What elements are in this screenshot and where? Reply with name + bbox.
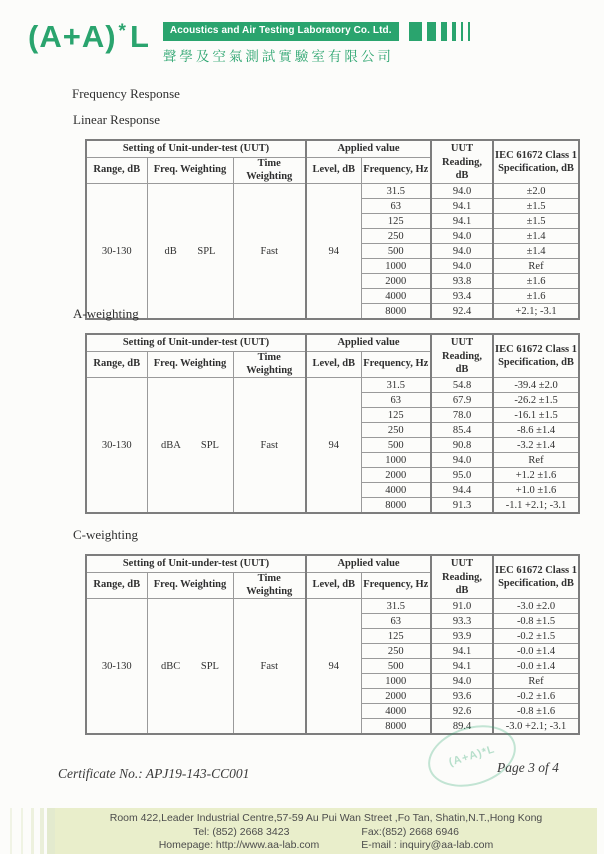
uut-reading-value: 94.1 bbox=[431, 644, 493, 659]
spec-value: -3.0 +2.1; -3.1 bbox=[493, 719, 579, 735]
uut-reading-value: 67.9 bbox=[431, 393, 493, 408]
measurement-table bbox=[85, 139, 580, 320]
header bbox=[28, 21, 470, 65]
applied-level: 94 bbox=[306, 599, 361, 735]
uut-reading-value: 94.0 bbox=[431, 259, 493, 274]
spec-value: -0.8 ±1.5 bbox=[493, 614, 579, 629]
header-line: IEC 61672 Class 1 bbox=[495, 343, 577, 355]
spec-value: ±1.6 bbox=[493, 274, 579, 289]
logo-l: L bbox=[129, 19, 150, 54]
uut-reading-value: 92.4 bbox=[431, 304, 493, 320]
applied-level: 94 bbox=[306, 378, 361, 514]
header-uut-reading bbox=[431, 140, 493, 184]
measurement-table bbox=[85, 333, 580, 514]
logo-paren: (A+A) bbox=[28, 19, 117, 54]
spec-value: +1.2 ±1.6 bbox=[493, 468, 579, 483]
uut-reading-value: 78.0 bbox=[431, 408, 493, 423]
uut-reading-value: 54.8 bbox=[431, 378, 493, 393]
footer-bar-decoration bbox=[31, 808, 34, 854]
uut-reading-value: 92.6 bbox=[431, 704, 493, 719]
spec-value: -26.2 ±1.5 bbox=[493, 393, 579, 408]
setting-freq-weighting: dBC SPL bbox=[147, 599, 233, 735]
applied-frequency-value: 1000 bbox=[361, 259, 431, 274]
footer-email: E-mail : inquiry@aa-lab.com bbox=[361, 839, 494, 851]
footer-bar-decoration bbox=[40, 808, 44, 854]
logo-bar bbox=[427, 22, 436, 41]
applied-frequency-value: 125 bbox=[361, 408, 431, 423]
header-freq-weighting: Freq. Weighting bbox=[147, 573, 233, 599]
spec-value: +2.1; -3.1 bbox=[493, 304, 579, 320]
applied-frequency-value: 8000 bbox=[361, 304, 431, 320]
applied-frequency-value: 1000 bbox=[361, 453, 431, 468]
uut-reading-value: 85.4 bbox=[431, 423, 493, 438]
footer-contact-band bbox=[55, 808, 597, 854]
header-iec-spec bbox=[493, 140, 579, 184]
setting-freq-weighting: dBA SPL bbox=[147, 378, 233, 514]
header-line: UUT Reading, bbox=[442, 143, 482, 168]
footer-homepage: Homepage: http://www.aa-lab.com bbox=[158, 839, 320, 851]
header-iec-spec bbox=[493, 555, 579, 599]
header-setting-group: Setting of Unit-under-test (UUT) bbox=[86, 140, 306, 158]
spec-value: Ref bbox=[493, 259, 579, 274]
spec-value: Ref bbox=[493, 453, 579, 468]
footer-bar-decoration bbox=[21, 808, 23, 854]
page-indicator: Page 3 of 4 bbox=[497, 760, 559, 775]
applied-frequency-value: 8000 bbox=[361, 498, 431, 514]
header-range: Range, dB bbox=[86, 573, 147, 599]
footer-tel: Tel: (852) 2668 3423 bbox=[193, 825, 290, 838]
uut-reading-value: 94.0 bbox=[431, 184, 493, 199]
laboratory-stamp: (A+A)*L bbox=[420, 715, 523, 797]
header-time-weighting: Time Weighting bbox=[233, 158, 306, 184]
uut-reading-value: 94.0 bbox=[431, 244, 493, 259]
spec-value: -1.1 +2.1; -3.1 bbox=[493, 498, 579, 514]
applied-frequency-value: 63 bbox=[361, 393, 431, 408]
spec-value: -0.0 ±1.4 bbox=[493, 644, 579, 659]
spec-value: -16.1 ±1.5 bbox=[493, 408, 579, 423]
header-frequency: Frequency, Hz bbox=[361, 158, 431, 184]
uut-reading-value: 94.0 bbox=[431, 229, 493, 244]
uut-reading-value: 93.3 bbox=[431, 614, 493, 629]
uut-reading-value: 94.1 bbox=[431, 199, 493, 214]
header-applied-group: Applied value bbox=[306, 555, 431, 573]
logo-bar bbox=[441, 22, 447, 41]
setting-time-weighting: Fast bbox=[233, 378, 306, 514]
page-title: Frequency Response bbox=[72, 86, 180, 101]
spec-value: ±2.0 bbox=[493, 184, 579, 199]
header-line: dB bbox=[455, 584, 469, 596]
section-label: Linear Response bbox=[73, 112, 161, 127]
header-line: Specification, dB bbox=[498, 357, 574, 369]
company-logo bbox=[28, 21, 150, 52]
applied-frequency-value: 31.5 bbox=[361, 378, 431, 393]
section-a-weighting bbox=[73, 306, 580, 514]
section-label: C-weighting bbox=[73, 527, 138, 542]
header-line: IEC 61672 Class 1 bbox=[495, 564, 577, 576]
applied-frequency-value: 125 bbox=[361, 629, 431, 644]
applied-frequency-value: 2000 bbox=[361, 274, 431, 289]
uut-reading-value: 93.8 bbox=[431, 274, 493, 289]
applied-frequency-value: 63 bbox=[361, 199, 431, 214]
header-line: UUT Reading, bbox=[442, 558, 482, 583]
logo-bars-decoration bbox=[404, 22, 470, 41]
banner-column bbox=[163, 22, 470, 65]
header-setting-group: Setting of Unit-under-test (UUT) bbox=[86, 334, 306, 352]
footer-fax: Fax:(852) 2668 6946 bbox=[361, 825, 459, 838]
header-line: UUT Reading, bbox=[442, 337, 482, 362]
header-setting-group: Setting of Unit-under-test (UUT) bbox=[86, 555, 306, 573]
uut-reading-value: 94.1 bbox=[431, 659, 493, 674]
spec-value: ±1.5 bbox=[493, 214, 579, 229]
spec-value: ±1.4 bbox=[493, 229, 579, 244]
spec-value: -3.2 ±1.4 bbox=[493, 438, 579, 453]
applied-frequency-value: 250 bbox=[361, 229, 431, 244]
uut-reading-value: 91.0 bbox=[431, 599, 493, 614]
header-frequency: Frequency, Hz bbox=[361, 573, 431, 599]
setting-range: 30-130 bbox=[86, 599, 147, 735]
spec-value: -0.8 ±1.6 bbox=[493, 704, 579, 719]
spec-value: -0.2 ±1.6 bbox=[493, 689, 579, 704]
header-line: IEC 61672 Class 1 bbox=[495, 149, 577, 161]
applied-frequency-value: 31.5 bbox=[361, 599, 431, 614]
applied-frequency-value: 250 bbox=[361, 423, 431, 438]
spec-value: -0.0 ±1.4 bbox=[493, 659, 579, 674]
applied-frequency-value: 1000 bbox=[361, 674, 431, 689]
header-level: Level, dB bbox=[306, 158, 361, 184]
uut-reading-value: 95.0 bbox=[431, 468, 493, 483]
spec-value: Ref bbox=[493, 674, 579, 689]
uut-reading-value: 91.3 bbox=[431, 498, 493, 514]
company-name-chinese: 聲學及空氣測試實驗室有限公司 bbox=[162, 49, 394, 64]
applied-frequency-value: 250 bbox=[361, 644, 431, 659]
spec-value: -39.4 ±2.0 bbox=[493, 378, 579, 393]
banner-row bbox=[163, 22, 470, 41]
header-level: Level, dB bbox=[306, 352, 361, 378]
header-range: Range, dB bbox=[86, 158, 147, 184]
logo-bar bbox=[461, 22, 463, 41]
applied-frequency-value: 500 bbox=[361, 659, 431, 674]
section-label: A-weighting bbox=[73, 306, 139, 321]
section-c-weighting bbox=[73, 527, 580, 735]
header-uut-reading bbox=[431, 334, 493, 378]
setting-time-weighting: Fast bbox=[233, 599, 306, 735]
applied-frequency-value: 31.5 bbox=[361, 184, 431, 199]
header-line: dB bbox=[455, 169, 469, 181]
header-freq-weighting: Freq. Weighting bbox=[147, 352, 233, 378]
uut-reading-value: 93.9 bbox=[431, 629, 493, 644]
uut-reading-value: 89.4 bbox=[431, 719, 493, 735]
spec-value: ±1.5 bbox=[493, 199, 579, 214]
applied-frequency-value: 63 bbox=[361, 614, 431, 629]
company-name-banner: Acoustics and Air Testing Laboratory Co. Ltd. bbox=[163, 22, 399, 41]
uut-reading-value: 93.6 bbox=[431, 689, 493, 704]
uut-reading-value: 94.4 bbox=[431, 483, 493, 498]
applied-frequency-value: 8000 bbox=[361, 719, 431, 735]
applied-frequency-value: 4000 bbox=[361, 704, 431, 719]
applied-frequency-value: 2000 bbox=[361, 689, 431, 704]
header-applied-group: Applied value bbox=[306, 334, 431, 352]
setting-range: 30-130 bbox=[86, 378, 147, 514]
header-level: Level, dB bbox=[306, 573, 361, 599]
header-iec-spec bbox=[493, 334, 579, 378]
applied-frequency-value: 2000 bbox=[361, 468, 431, 483]
uut-reading-value: 93.4 bbox=[431, 289, 493, 304]
header-range: Range, dB bbox=[86, 352, 147, 378]
section-linear-response bbox=[73, 112, 580, 320]
applied-frequency-value: 500 bbox=[361, 244, 431, 259]
applied-frequency-value: 125 bbox=[361, 214, 431, 229]
logo-bar bbox=[468, 22, 470, 41]
uut-reading-value: 94.0 bbox=[431, 674, 493, 689]
uut-reading-value: 90.8 bbox=[431, 438, 493, 453]
header-line: Specification, dB bbox=[498, 578, 574, 590]
spec-value: -0.2 ±1.5 bbox=[493, 629, 579, 644]
spec-value: -8.6 ±1.4 bbox=[493, 423, 579, 438]
header-uut-reading bbox=[431, 555, 493, 599]
applied-frequency-value: 500 bbox=[361, 438, 431, 453]
spec-value: ±1.4 bbox=[493, 244, 579, 259]
spec-value: ±1.6 bbox=[493, 289, 579, 304]
setting-freq-weighting: dB SPL bbox=[147, 184, 233, 320]
header-line: dB bbox=[455, 363, 469, 375]
setting-range: 30-130 bbox=[86, 184, 147, 320]
applied-level: 94 bbox=[306, 184, 361, 320]
logo-star: * bbox=[118, 21, 127, 42]
uut-reading-value: 94.1 bbox=[431, 214, 493, 229]
spec-value: -3.0 ±2.0 bbox=[493, 599, 579, 614]
header-time-weighting: Time Weighting bbox=[233, 352, 306, 378]
measurement-table bbox=[85, 554, 580, 735]
logo-bar bbox=[452, 22, 456, 41]
footer-bar-decoration bbox=[10, 808, 12, 854]
header-frequency: Frequency, Hz bbox=[361, 352, 431, 378]
uut-reading-value: 94.0 bbox=[431, 453, 493, 468]
applied-frequency-value: 4000 bbox=[361, 289, 431, 304]
header-time-weighting: Time Weighting bbox=[233, 573, 306, 599]
certificate-number: Certificate No.: APJ19-143-CC001 bbox=[58, 766, 250, 781]
logo-bar bbox=[409, 22, 422, 41]
setting-time-weighting: Fast bbox=[233, 184, 306, 320]
footer-address: Room 422,Leader Industrial Centre,57-59 Au Pui Wan Street ,Fo Tan, Shatin,N.T.,Hong Kong bbox=[109, 812, 543, 824]
header-applied-group: Applied value bbox=[306, 140, 431, 158]
header-line: Specification, dB bbox=[498, 163, 574, 175]
header-freq-weighting: Freq. Weighting bbox=[147, 158, 233, 184]
applied-frequency-value: 4000 bbox=[361, 483, 431, 498]
spec-value: +1.0 ±1.6 bbox=[493, 483, 579, 498]
